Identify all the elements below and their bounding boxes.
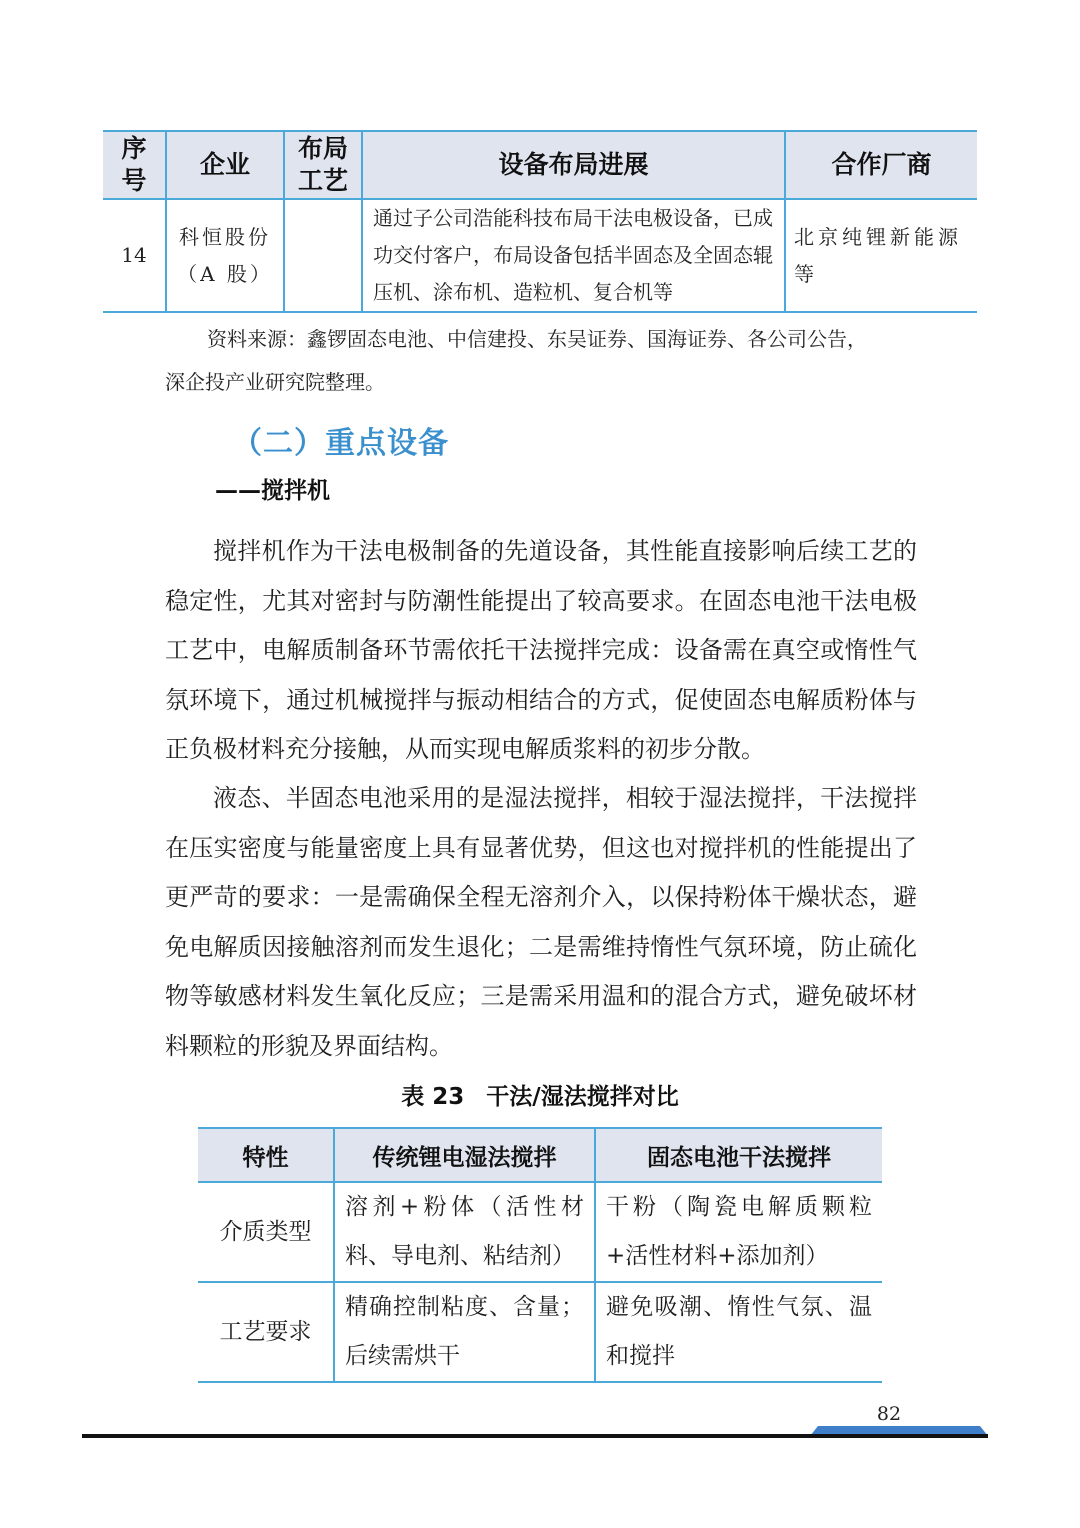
header-feature: 特性 <box>198 1128 334 1182</box>
table-caption <box>0 1078 1080 1111</box>
table-row <box>198 1282 882 1382</box>
table-caption-number: 表 23 <box>401 1084 465 1110</box>
cell-feature: 介质类型 <box>198 1182 334 1282</box>
table-header-row <box>198 1128 882 1182</box>
cell-partner: 北京纯锂新能源等 <box>785 199 977 312</box>
header-wet: 传统锂电湿法搅拌 <box>334 1128 595 1182</box>
header-progress: 设备布局进展 <box>362 131 785 199</box>
cell-feature: 工艺要求 <box>198 1282 334 1382</box>
cell-dry: 干粉（陶瓷电解质颗粒+活性材料+添加剂） <box>595 1182 882 1282</box>
cell-wet: 溶剂+粉体（活性材料、导电剂、粘结剂） <box>334 1182 595 1282</box>
section-heading: （二）重点设备 <box>232 426 449 461</box>
cell-progress: 通过子公司浩能科技布局干法电极设备，已成功交付客户，布局设备包括半固态及全固态辊压机、涂布机、造粒机、复合机等 <box>362 199 785 312</box>
page-number: 82 <box>876 1403 902 1425</box>
body-paragraph-2: 液态、半固态电池采用的是湿法搅拌，相较于湿法搅拌，干法搅拌在压实密度与能量密度上具有显著优势，但这也对搅拌机的性能提出了更严苛的要求：一是需确保全程无溶剂介入，以保持粉体干燥状态，避免电解质因接触溶剂而发生退化；二是需维持惰性气氛环境，防止硫化物等敏感材料发生氧化反应；三是需采用温和的混合方式，避免破坏材料颗粒的形貌及界面结构。 <box>165 784 917 1060</box>
body-paragraph-1: 搅拌机作为干法电极制备的先道设备，其性能直接影响后续工艺的稳定性，尤其对密封与防潮性能提出了较高要求。在固态电池干法电极工艺中，电解质制备环节需依托干法搅拌完成：设备需在真空或惰性气氛环境下，通过机械搅拌与振动相结合的方式，促使固态电解质粉体与正负极材料充分接触，从而实现电解质浆料的初步分散。 <box>165 537 917 763</box>
footer-rule <box>82 1434 988 1438</box>
source-note-line2: 深企投产业研究院整理。 <box>165 370 385 394</box>
cell-process <box>284 199 362 312</box>
enterprise-layout-table <box>103 130 977 313</box>
mixing-comparison-table <box>198 1127 882 1383</box>
subheading: ——搅拌机 <box>215 478 330 504</box>
footer-accent-band <box>810 1426 988 1436</box>
cell-wet: 精确控制粘度、含量；后续需烘干 <box>334 1282 595 1382</box>
table-header-row <box>103 131 977 199</box>
table-caption-title: 干法/湿法搅拌对比 <box>486 1084 679 1110</box>
table-row <box>198 1182 882 1282</box>
source-note <box>165 318 925 404</box>
header-dry: 固态电池干法搅拌 <box>595 1128 882 1182</box>
source-note-line1: 资料来源：鑫锣固态电池、中信建投、东吴证券、国海证券、各公司公告， <box>207 327 867 351</box>
header-process: 布局 工艺 <box>284 131 362 199</box>
header-partner: 合作厂商 <box>785 131 977 199</box>
table-row <box>103 199 977 312</box>
cell-no: 14 <box>103 199 166 312</box>
header-no: 序 号 <box>103 131 166 199</box>
header-enterprise: 企业 <box>166 131 284 199</box>
cell-enterprise: 科恒股份 （A 股） <box>166 199 284 312</box>
cell-dry: 避免吸潮、惰性气氛、温和搅拌 <box>595 1282 882 1382</box>
